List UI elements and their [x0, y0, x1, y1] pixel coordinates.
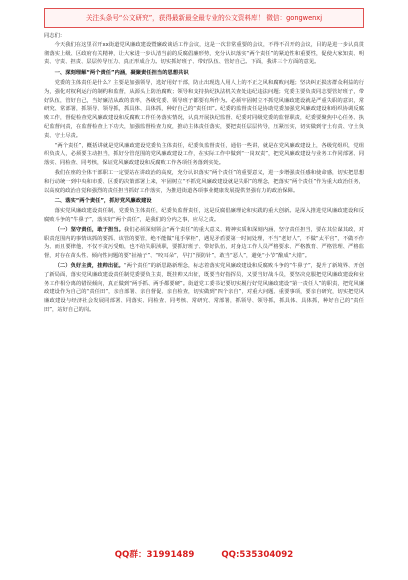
section-heading-two: 二、落实“两个责任”，抓好党风廉政建设	[54, 198, 152, 205]
document-body	[44, 32, 364, 542]
subsection-one	[44, 226, 364, 261]
subsection-heading-one: （一）坚守责任，敢于担当。	[54, 226, 124, 233]
subsection-two	[44, 262, 364, 315]
paragraph-innovation: 落实党风廉政建设责任制，党委负主体责任，纪委负监督责任，这是反腐倡廉理论和实践的重大创新。是深入推进党风廉政建设和反腐败斗争的“牛鼻子”，落实好“两个责任”，是我们的分内之事，应尽之责。	[44, 208, 364, 223]
header-banner: 关注头条号“公文研究”，获得最新最全最专业的公文资料库！ 微信：gongwenxj	[44, 8, 364, 28]
section-heading-one: 一、深刻理解“两个责任”内涵，凝聚责任担当的思想共识	[54, 70, 189, 77]
subsection-text-two: “两个责任”的新思路新理念，标志着落实党风廉政建设和反腐败斗争的“牛鼻子”，提升了新境界、开创了新局面，落实党风廉政建设责任制党委要负主责，既挂帅又出征，既要当好指挥员，又要当好战斗员，要坚决克服把党风廉政建设和业务工作相分离的错误倾向，真正做到“两手抓、两手都要硬”。街道党工委书记要切实履行好党风廉政建设“第一责任人”的职责，把党风廉政建设作为自己的“责任田”，亲自部署、亲自督促、亲自检查，切实做到“四个亲自”，对重大问题、重要事项，要亲自研究，切实把党风廉政建设与经济社会发展同部署、同落实、同检查、同考核、常研究、常部署，抓领导、领导抓，抓具体、具体抓，种好自己的“责任田”，站好自己的岗。	[44, 262, 364, 313]
paragraph-intro: 今天我们在这里召开xx街道党风廉政建设暨廉政谈话工作会议，这是一次非常重要的会议，不得不召开的会议，目的是进一步认真贯彻落实上级、区政府有关精神，让大家进一步认清当前的反腐倡廉形势，充分认识落实“两个责任”的紧迫性和重要性，促使大家知责、明责、守责、担责、层层传导压力、真正形成合力。切实抓好班子、带好队伍、管好自己。下面，我讲三个方面的意见。	[44, 41, 364, 66]
paragraph-two-responsibilities: “两个责任”，概括讲就是党风廉政建设党委负主体责任，纪委负监督责任，通俗一些讲，就是在党风廉政建设上，各级党组织，党组织负责人，必须要主动担当，抓好分管范围的党风廉政建设工作，在实际工作中做到“一岗双责”，把党风廉政建设与业务工作同部署、同落实、同检查、同考核，保证党风廉政建设和反腐败工作各项任务落到实处。	[44, 142, 364, 167]
footer-contacts	[0, 547, 408, 563]
paragraph-political-awareness: 我们在座的全体干部职工一定要站在讲政治的高度，充分认识落实“两个责任”的重要意义，进一步增强责任感和使命感，切实把思想和行动统一到中央和市委、区委的决策部署上来，牢固树立“不抓党风廉政建设就是失职”的理念，把落实“两个责任”作为重大政治任务，以高度的政治自觉和强烈的责任担当抓好工作落实，为推进街道各项事业健康发展提供坚强有力的政治保障。	[44, 169, 364, 194]
subsection-text-one: 我们必须深刻领会“两个责任”的重大意义、精神实质和深刻内涵，坚守责任担当，要在其位谋其政，对职责范围内的事情该抓的要抓、该管的要管，绝不能做“甩手掌柜”，遇见矛盾要第一时间处理，不当“老好人”，不做“太平官”，不做不作为、而且要律他，不仅不贪污受贿，也不给失职渎职，要抓好班子、带好队伍，对身边工作人员严格要求、严格教育、严格管理、严格监督，对存在苗头性、倾向性问题的要“扯袖子”、“咬耳朵”，早打“预防针”，敢当“恶人”，避免“小节”酿成“大错”。	[44, 226, 364, 260]
footer-qq: QQ:535304092	[221, 550, 294, 560]
salutation: 同志们：	[44, 33, 66, 39]
footer-qq-group: QQ群：31991489	[114, 550, 195, 560]
subsection-heading-two: （二）负好主责，挂帅出征。	[54, 262, 124, 269]
paragraph-main-responsibility: 党委的主体责任是什么？主要是加强领导，选好用好干部，防止出现选人用人上的不正之风和腐败问题；坚决纠正损害群众利益的行为，强化对权利运行的制约和监督，从源头上防治腐败；领导和支持执纪执法机关查处违纪违法问题；党委主要负责同志要管好班子，带好队伍，管好自己，当好廉洁从政的表率，各级党委、领导班子都要有所作为。必须牢固树立不抓党风廉政建设就是严重失职的意识，常研究、常部署，抓领导、领导抓，抓具体、具体抓，种好自己的“责任田”。纪委的监督责任是协助党委加强党风廉政建设和组织协调反腐败工作，督促检查党风廉政建设和反腐败工作任务落实情况，认真开展执纪监督、纪委对同级党委的监督职责，纪委要聚焦中心任务、执纪监督问责，在监督检查上下功夫，加强监督检查力度，推动主体责任落实，要把责任层层传导，压紧压实，切实做到守土有责、守土负责、守土尽责。	[44, 79, 364, 139]
